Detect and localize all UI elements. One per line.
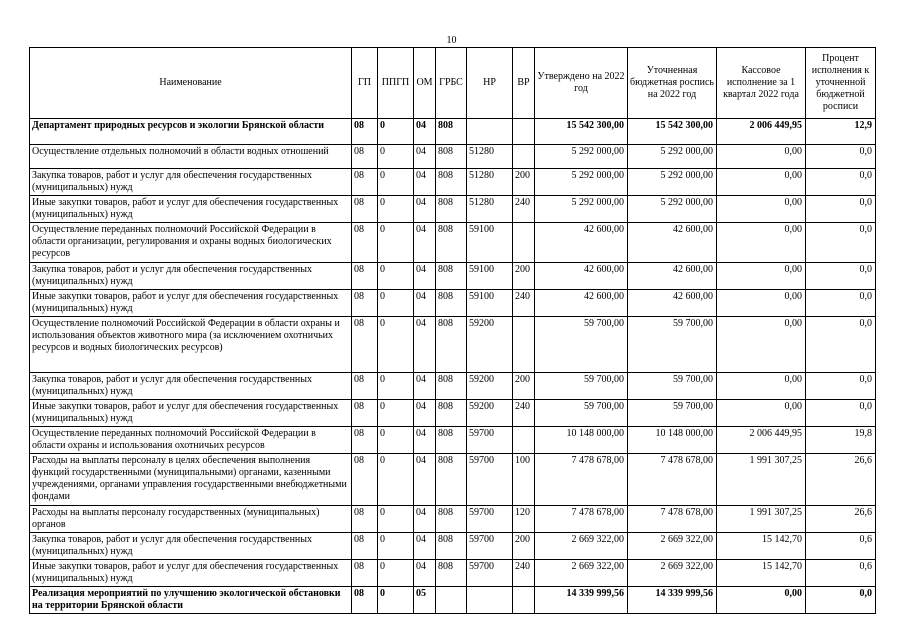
row-ppgp: 0 [378,533,414,560]
row-approved: 59 700,00 [535,317,628,373]
row-refined: 59 700,00 [628,373,717,400]
row-name: Осуществление полномочий Российской Федерации в области охраны и использования объектов животного мира (за исключением охотничьих ресурсов и водных биологических ресурсов) [30,317,352,373]
header-cash: Кассовое исполнение за 1 квартал 2022 года [717,48,806,119]
row-om: 04 [414,145,436,169]
row-om: 05 [414,587,436,614]
table-row [30,533,876,560]
row-percent: 12,9 [806,119,876,145]
row-gp: 08 [352,119,378,145]
row-percent: 0,0 [806,169,876,196]
row-name: Реализация мероприятий по улучшению экологической обстановки на территории Брянской области [30,587,352,614]
table-row [30,427,876,454]
row-refined: 7 478 678,00 [628,454,717,506]
row-vr: 200 [513,533,535,560]
row-grbs [436,587,467,614]
row-approved: 15 542 300,00 [535,119,628,145]
row-percent: 0,6 [806,533,876,560]
row-nr: 51280 [467,196,513,223]
row-cash: 0,00 [717,587,806,614]
row-ppgp: 0 [378,373,414,400]
row-refined: 10 148 000,00 [628,427,717,454]
row-approved: 5 292 000,00 [535,169,628,196]
row-name: Осуществление переданных полномочий Российской Федерации в области организации, регулирования и охраны водных биологических ресурсов [30,223,352,263]
table-row [30,263,876,290]
row-grbs: 808 [436,533,467,560]
row-cash: 2 006 449,95 [717,119,806,145]
row-refined: 14 339 999,56 [628,587,717,614]
table-row [30,373,876,400]
row-percent: 0,0 [806,290,876,317]
row-name: Закупка товаров, работ и услуг для обеспечения государственных (муниципальных) нужд [30,169,352,196]
row-approved: 2 669 322,00 [535,533,628,560]
table-row [30,145,876,169]
row-grbs: 808 [436,145,467,169]
row-om: 04 [414,169,436,196]
row-ppgp: 0 [378,290,414,317]
row-gp: 08 [352,223,378,263]
row-grbs: 808 [436,400,467,427]
row-grbs: 808 [436,317,467,373]
row-ppgp: 0 [378,119,414,145]
header-grbs: ГРБС [436,48,467,119]
row-vr: 200 [513,373,535,400]
row-om: 04 [414,454,436,506]
row-nr: 59700 [467,454,513,506]
row-name: Расходы на выплаты персоналу государственных (муниципальных) органов [30,506,352,533]
header-refined: Уточненная бюджетная роспись на 2022 год [628,48,717,119]
row-approved: 42 600,00 [535,223,628,263]
table-row [30,169,876,196]
row-ppgp: 0 [378,454,414,506]
table-row [30,290,876,317]
row-nr: 59200 [467,400,513,427]
row-nr [467,587,513,614]
row-ppgp: 0 [378,196,414,223]
row-gp: 08 [352,290,378,317]
row-cash: 15 142,70 [717,533,806,560]
row-refined: 42 600,00 [628,263,717,290]
row-name: Иные закупки товаров, работ и услуг для обеспечения государственных (муниципальных) нужд [30,290,352,317]
row-gp: 08 [352,169,378,196]
row-refined: 2 669 322,00 [628,533,717,560]
row-grbs: 808 [436,560,467,587]
row-nr: 51280 [467,145,513,169]
row-ppgp: 0 [378,587,414,614]
row-name: Осуществление переданных полномочий Российской Федерации в области охраны и использования охотничьих ресурсов [30,427,352,454]
row-percent: 0,0 [806,400,876,427]
row-refined: 2 669 322,00 [628,560,717,587]
row-om: 04 [414,119,436,145]
budget-table [29,47,876,614]
row-name: Иные закупки товаров, работ и услуг для обеспечения государственных (муниципальных) нужд [30,560,352,587]
row-refined: 5 292 000,00 [628,169,717,196]
row-ppgp: 0 [378,506,414,533]
row-om: 04 [414,223,436,263]
row-grbs: 808 [436,223,467,263]
row-cash: 0,00 [717,290,806,317]
row-percent: 26,6 [806,454,876,506]
row-refined: 5 292 000,00 [628,145,717,169]
row-cash: 15 142,70 [717,560,806,587]
row-cash: 0,00 [717,317,806,373]
row-name: Осуществление отдельных полномочий в области водных отношений [30,145,352,169]
table-row [30,400,876,427]
row-percent: 0,0 [806,317,876,373]
row-refined: 5 292 000,00 [628,196,717,223]
row-ppgp: 0 [378,400,414,427]
row-grbs: 808 [436,373,467,400]
row-om: 04 [414,196,436,223]
row-gp: 08 [352,506,378,533]
row-grbs: 808 [436,119,467,145]
header-vr: ВР [513,48,535,119]
row-vr: 200 [513,263,535,290]
row-om: 04 [414,427,436,454]
row-vr [513,317,535,373]
table-row [30,454,876,506]
row-nr: 59100 [467,263,513,290]
row-approved: 5 292 000,00 [535,145,628,169]
header-approved: Утверждено на 2022 год [535,48,628,119]
row-ppgp: 0 [378,427,414,454]
row-percent: 0,0 [806,373,876,400]
row-approved: 42 600,00 [535,290,628,317]
row-approved: 7 478 678,00 [535,454,628,506]
table-row [30,506,876,533]
row-vr: 240 [513,290,535,317]
header-nr: НР [467,48,513,119]
row-cash: 0,00 [717,263,806,290]
row-percent: 0,0 [806,223,876,263]
row-approved: 7 478 678,00 [535,506,628,533]
row-nr: 51280 [467,169,513,196]
row-grbs: 808 [436,290,467,317]
header-om: ОМ [414,48,436,119]
row-om: 04 [414,400,436,427]
row-vr [513,119,535,145]
row-gp: 08 [352,587,378,614]
row-vr [513,223,535,263]
row-om: 04 [414,533,436,560]
row-refined: 15 542 300,00 [628,119,717,145]
row-nr: 59700 [467,427,513,454]
row-nr: 59100 [467,223,513,263]
row-refined: 7 478 678,00 [628,506,717,533]
row-vr: 100 [513,454,535,506]
row-nr: 59200 [467,317,513,373]
row-vr [513,587,535,614]
row-gp: 08 [352,427,378,454]
row-refined: 59 700,00 [628,317,717,373]
row-grbs: 808 [436,169,467,196]
row-gp: 08 [352,196,378,223]
row-approved: 10 148 000,00 [535,427,628,454]
row-vr: 240 [513,560,535,587]
row-nr: 59700 [467,560,513,587]
row-vr: 120 [513,506,535,533]
row-gp: 08 [352,373,378,400]
row-gp: 08 [352,454,378,506]
row-name: Закупка товаров, работ и услуг для обеспечения государственных (муниципальных) нужд [30,373,352,400]
row-nr [467,119,513,145]
row-grbs: 808 [436,427,467,454]
row-grbs: 808 [436,454,467,506]
header-gp: ГП [352,48,378,119]
row-cash: 2 006 449,95 [717,427,806,454]
row-om: 04 [414,290,436,317]
row-refined: 59 700,00 [628,400,717,427]
row-grbs: 808 [436,196,467,223]
row-gp: 08 [352,560,378,587]
row-vr [513,145,535,169]
row-grbs: 808 [436,263,467,290]
row-name: Расходы на выплаты персоналу в целях обеспечения выполнения функций государственными (муниципальными) органами, казенными учреждениями, органами управления государственными внебюджетными фондами [30,454,352,506]
table-row [30,317,876,373]
row-ppgp: 0 [378,317,414,373]
row-vr [513,427,535,454]
row-ppgp: 0 [378,560,414,587]
header-row [30,48,876,119]
header-name: Наименование [30,48,352,119]
row-gp: 08 [352,400,378,427]
table-row [30,196,876,223]
row-cash: 0,00 [717,400,806,427]
row-ppgp: 0 [378,223,414,263]
row-name: Закупка товаров, работ и услуг для обеспечения государственных (муниципальных) нужд [30,263,352,290]
row-om: 04 [414,373,436,400]
row-vr: 200 [513,169,535,196]
row-name: Иные закупки товаров, работ и услуг для обеспечения государственных (муниципальных) нужд [30,196,352,223]
row-vr: 240 [513,196,535,223]
row-approved: 2 669 322,00 [535,560,628,587]
row-nr: 59100 [467,290,513,317]
row-name: Департамент природных ресурсов и экологии Брянской области [30,119,352,145]
row-percent: 0,0 [806,263,876,290]
row-refined: 42 600,00 [628,290,717,317]
table-row [30,119,876,145]
header-ppgp: ППГП [378,48,414,119]
row-om: 04 [414,317,436,373]
row-ppgp: 0 [378,263,414,290]
row-cash: 0,00 [717,223,806,263]
row-approved: 42 600,00 [535,263,628,290]
row-nr: 59700 [467,533,513,560]
row-nr: 59200 [467,373,513,400]
row-om: 04 [414,263,436,290]
header-percent: Процент исполнения к уточненной бюджетной росписи [806,48,876,119]
row-gp: 08 [352,145,378,169]
row-percent: 0,0 [806,587,876,614]
row-grbs: 808 [436,506,467,533]
row-gp: 08 [352,263,378,290]
row-percent: 26,6 [806,506,876,533]
row-name: Закупка товаров, работ и услуг для обеспечения государственных (муниципальных) нужд [30,533,352,560]
row-percent: 0,6 [806,560,876,587]
row-om: 04 [414,506,436,533]
row-cash: 1 991 307,25 [717,506,806,533]
row-name: Иные закупки товаров, работ и услуг для обеспечения государственных (муниципальных) нужд [30,400,352,427]
row-om: 04 [414,560,436,587]
row-ppgp: 0 [378,145,414,169]
row-cash: 0,00 [717,145,806,169]
row-percent: 0,0 [806,145,876,169]
row-percent: 19,8 [806,427,876,454]
row-approved: 14 339 999,56 [535,587,628,614]
row-approved: 59 700,00 [535,373,628,400]
row-percent: 0,0 [806,196,876,223]
row-gp: 08 [352,533,378,560]
row-approved: 59 700,00 [535,400,628,427]
row-refined: 42 600,00 [628,223,717,263]
row-cash: 0,00 [717,196,806,223]
table-row [30,560,876,587]
row-cash: 1 991 307,25 [717,454,806,506]
row-ppgp: 0 [378,169,414,196]
table-row [30,587,876,614]
page-number: 10 [446,35,457,46]
row-gp: 08 [352,317,378,373]
row-cash: 0,00 [717,169,806,196]
table-row [30,223,876,263]
row-approved: 5 292 000,00 [535,196,628,223]
row-cash: 0,00 [717,373,806,400]
row-nr: 59700 [467,506,513,533]
row-vr: 240 [513,400,535,427]
